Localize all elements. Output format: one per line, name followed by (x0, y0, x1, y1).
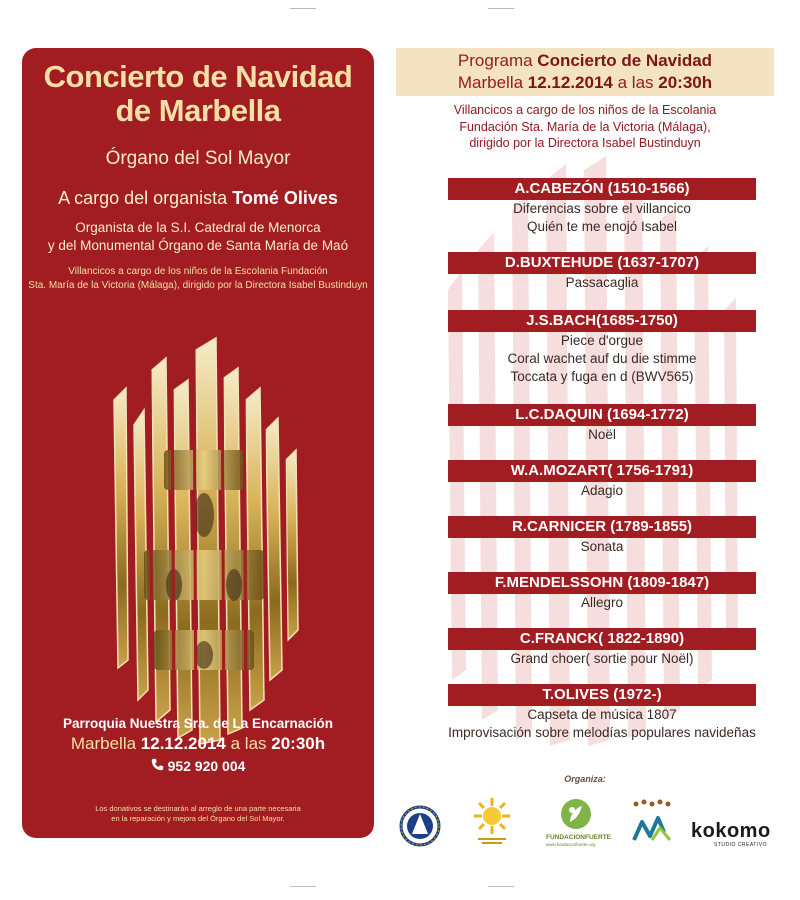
role-line1: Organista de la S.I. Catedral de Menorca (75, 220, 321, 235)
crop-mark (488, 8, 514, 9)
program-item (448, 310, 756, 404)
intro-line2: Fundación Sta. María de la Victoria (Málaga), (459, 119, 711, 134)
program-time: 20:30h (658, 73, 713, 92)
sun-logo-icon (472, 796, 512, 848)
program-header-line2 (396, 72, 774, 94)
organist-name: Tomé Olives (232, 188, 338, 208)
program-item (448, 252, 756, 310)
work-title: Quién te me enojó Isabel (526, 219, 678, 234)
work-title: Coral wachet auf du die stimme (507, 351, 697, 366)
work-title: Adagio (580, 483, 624, 498)
kokomo-logo: kokomo (691, 820, 771, 842)
event-city: Marbella (70, 734, 141, 753)
phone-line (22, 758, 374, 774)
poster-title-line1: Concierto de Navidad (43, 59, 353, 94)
poster-subtitle: Órgano del Sol Mayor (105, 148, 291, 169)
fundacion-fuerte-url: www.fundacionfuerte.org (546, 842, 596, 847)
program-item (448, 628, 756, 684)
composer-bar: C.FRANCK( 1822-1890) (448, 628, 756, 650)
organist-role (22, 219, 374, 255)
composer-bar: F.MENDELSSOHN (1809-1847) (448, 572, 756, 594)
program-item (448, 178, 756, 252)
program-label: Programa (457, 51, 538, 70)
work-title: Noël (588, 427, 616, 442)
organ-illustration (104, 330, 304, 750)
work-title: Sonata (580, 539, 624, 554)
organist-line (22, 188, 374, 209)
parish-name: Parroquia Nuestra Sra. de La Encarnación (62, 716, 334, 731)
sponsor-logos (396, 796, 786, 856)
work-title: Grand choer( sortie pour Noël) (510, 651, 694, 666)
composer-bar: W.A.MOZART( 1756-1791) (448, 460, 756, 482)
phone-icon (151, 758, 164, 774)
organizers-label: Organiza: (564, 774, 606, 784)
program-item (448, 684, 756, 742)
program-item (448, 572, 756, 628)
program-title: Concierto de Navidad (537, 51, 713, 70)
phone-number: 952 920 004 (167, 758, 246, 774)
fundacion-fuerte-logo-icon (556, 798, 596, 832)
work-title: Improvisación sobre melodías populares navideñas (448, 725, 756, 740)
composer-bar: L.C.DAQUIN (1694-1772) (448, 404, 756, 426)
composer-bar: D.BUXTEHUDE (1637-1707) (448, 252, 756, 274)
program-list (448, 178, 756, 742)
composer-bar: T.OLIVES (1972-) (448, 684, 756, 706)
crop-mark (290, 8, 316, 9)
work-title: Capseta de música 1807 (527, 707, 677, 722)
program-header-line1 (396, 50, 774, 72)
program-intro (396, 102, 774, 152)
work-title: Allegro (580, 595, 624, 610)
composer-bar: A.CABEZÓN (1510-1566) (448, 178, 756, 200)
note-line2: en la reparación y mejora del Órgano del Sol Mayor. (111, 814, 285, 823)
event-at: a las (225, 734, 272, 753)
event-date: 12.12.2014 (140, 734, 226, 753)
escolania-logo-icon (396, 804, 444, 848)
composer-bar: J.S.BACH(1685-1750) (448, 310, 756, 332)
poster-title-line2: de Marbella (115, 93, 281, 128)
work-title: Toccata y fuga en d (BWV565) (510, 369, 694, 384)
work-title: Diferencias sobre el villancico (513, 201, 691, 216)
program-date: 12.12.2014 (527, 73, 613, 92)
composer-bar: R.CARNICER (1789-1855) (448, 516, 756, 538)
program-item (448, 460, 756, 516)
note-line1: Los donativos se destinarán al arreglo de una parte necesaria (95, 804, 301, 813)
donation-note (22, 804, 374, 824)
program-item (448, 516, 756, 572)
program-item (448, 404, 756, 460)
work-title: Piece d'orgue (560, 333, 644, 348)
left-poster-panel (22, 48, 374, 838)
poster-title (22, 60, 374, 128)
crop-mark (290, 886, 316, 887)
crop-mark (488, 886, 514, 887)
kokomo-tagline: STUDIO CREATIVO (714, 842, 767, 848)
intro-line1: Villancicos a cargo de los niños de la Escolania (453, 103, 717, 117)
work-title: Passacaglia (565, 275, 639, 290)
choir-info (22, 265, 374, 293)
program-header (396, 48, 774, 96)
intro-line3: dirigido por la Directora Isabel Bustinduyn (469, 136, 701, 150)
program-city: Marbella (457, 73, 528, 92)
music-notes-logo-icon (630, 796, 676, 846)
event-time: 20:30h (271, 734, 326, 753)
fundacion-fuerte-name: FUNDACIONFUERTE (546, 834, 611, 841)
choir-line2: Sta. María de la Victoria (Málaga), dirigido por la Directora Isabel Bustinduyn (28, 280, 368, 291)
choir-line1: Villancicos a cargo de los niños de la Escolania Fundación (68, 266, 328, 277)
program-at: a las (612, 73, 659, 92)
organist-prefix: A cargo del organista (58, 188, 233, 208)
event-datetime (22, 734, 374, 754)
role-line2: y del Monumental Órgano de Santa María de Maó (47, 238, 349, 253)
